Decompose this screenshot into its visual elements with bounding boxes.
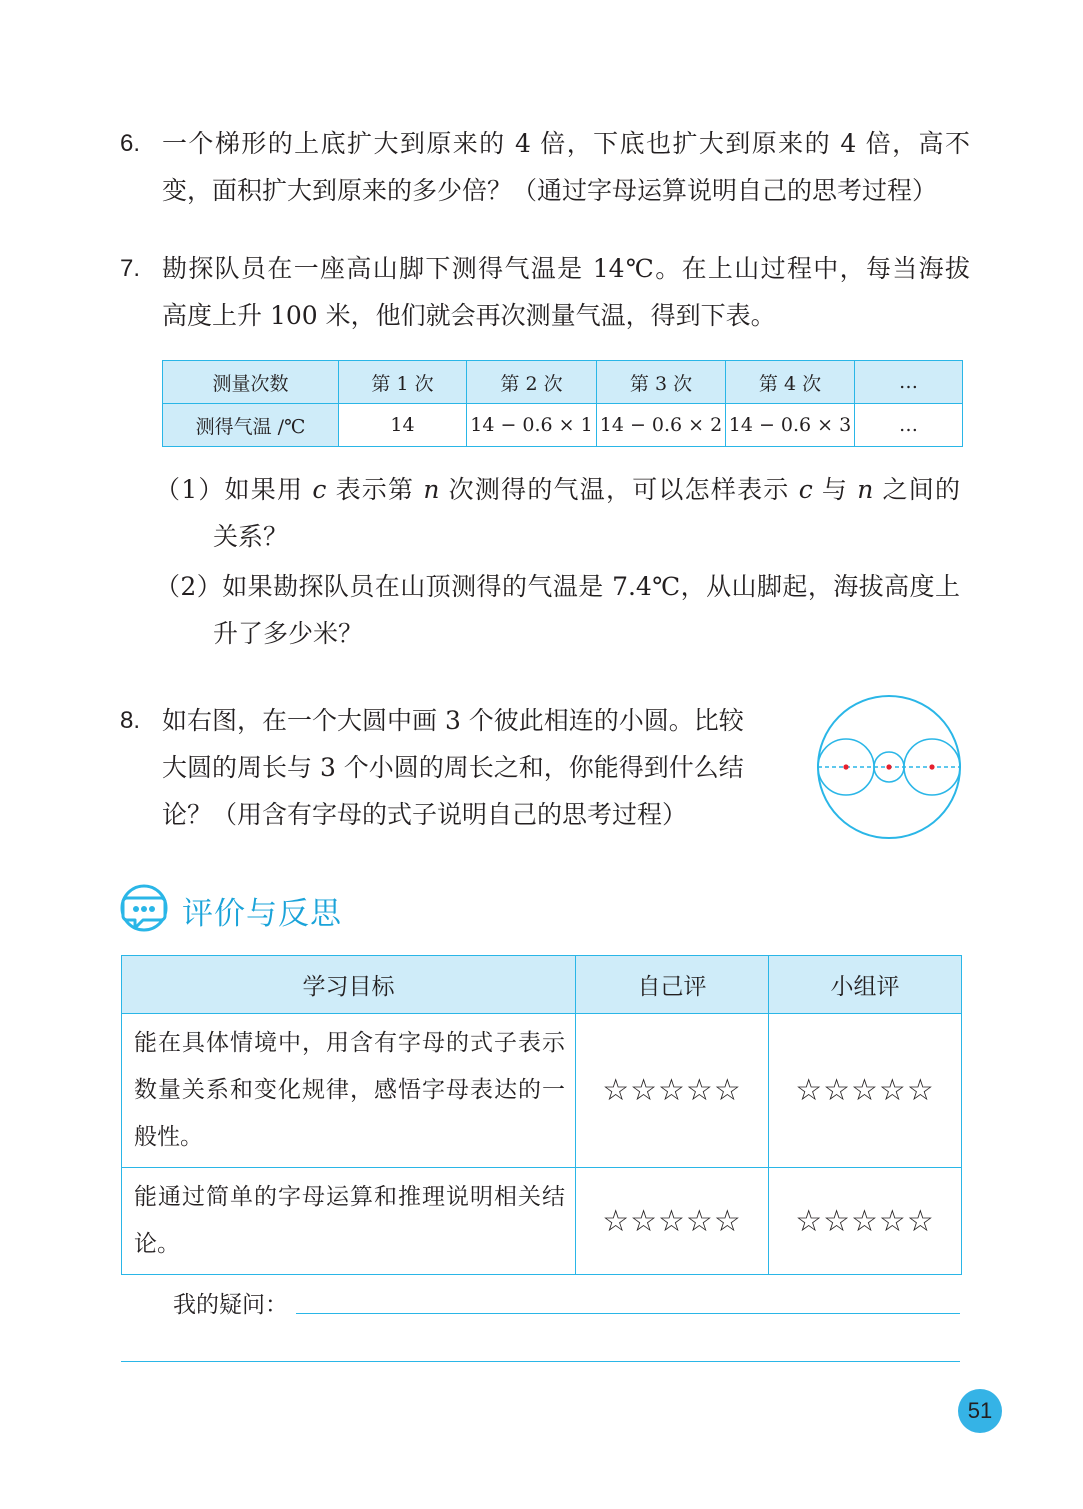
self-rating-stars[interactable]: ☆☆☆☆☆ <box>576 1168 769 1275</box>
evaluation-table <box>121 955 962 1275</box>
sub-question-1 <box>155 466 960 560</box>
speech-bubble-icon <box>118 884 170 934</box>
table-cell: … <box>855 404 963 447</box>
temperature-table <box>162 360 963 447</box>
question-text-line: 一个梯形的上底扩大到原来的 4 倍，下底也扩大到原来的 4 倍，高不 <box>162 129 970 158</box>
question-6 <box>120 120 970 214</box>
question-number: 6. <box>120 130 141 157</box>
table-cell: 小组评 <box>769 956 962 1014</box>
question-text-line: 勘探队员在一座高山脚下测得气温是 14℃。在上山过程中，每当海拔 <box>162 254 970 283</box>
text-run: （1）如果用 <box>155 475 313 504</box>
table-header-row <box>122 956 962 1014</box>
table-header-row <box>163 361 963 404</box>
text-run: 与 <box>812 475 858 504</box>
circles-diagram <box>812 692 968 844</box>
center-dot <box>843 764 848 769</box>
question-text-line: 论？（用含有字母的式子说明自己的思考过程） <box>162 800 688 829</box>
question-text-line: 如右图，在一个大圆中画 3 个彼此相连的小圆。比较 <box>162 706 744 735</box>
table-cell: 测得气温 /℃ <box>163 404 339 447</box>
table-cell: 14 <box>339 404 467 447</box>
question-number: 8. <box>120 707 141 734</box>
sub-question-text-line: 关系？ <box>213 522 289 551</box>
table-cell: 学习目标 <box>122 956 576 1014</box>
table-cell: 14 − 0.6 × 3 <box>726 404 855 447</box>
table-cell: 自己评 <box>576 956 769 1014</box>
sub-question-text-line: （2）如果勘探队员在山顶测得的气温是 7.4℃，从山脚起，海拔高度上 <box>155 572 960 601</box>
center-dot <box>929 764 934 769</box>
group-rating-stars[interactable]: ☆☆☆☆☆ <box>769 1168 962 1275</box>
learning-goal: 能通过简单的字母运算和推理说明相关结论。 <box>122 1168 576 1275</box>
text-run: 之间的 <box>873 475 960 504</box>
table-cell: 测量次数 <box>163 361 339 404</box>
variable-c: c <box>798 475 813 504</box>
page-number: 51 <box>958 1389 1002 1433</box>
table-cell: … <box>855 361 963 404</box>
question-text-line: 大圆的周长与 3 个小圆的周长之和，你能得到什么结 <box>162 753 744 782</box>
table-row <box>163 404 963 447</box>
sub-question-text-line: 升了多少米？ <box>213 619 364 648</box>
sub-question-2 <box>155 563 960 657</box>
section-title: 评价与反思 <box>182 896 342 932</box>
variable-c: c <box>312 475 327 504</box>
center-dot <box>886 764 891 769</box>
table-row <box>122 1168 962 1275</box>
text-run: 次测得的气温，可以怎样表示 <box>439 475 799 504</box>
question-text-line: 变，面积扩大到原来的多少倍？（通过字母运算说明自己的思考过程） <box>162 176 938 205</box>
table-row <box>122 1014 962 1168</box>
answer-line[interactable] <box>296 1313 960 1314</box>
table-cell: 第 1 次 <box>339 361 467 404</box>
question-7 <box>120 245 970 339</box>
table-cell: 14 − 0.6 × 1 <box>467 404 597 447</box>
learning-goal: 能在具体情境中，用含有字母的式子表示数量关系和变化规律，感悟字母表达的一般性。 <box>122 1014 576 1168</box>
my-question-label: 我的疑问： <box>173 1292 288 1318</box>
answer-line[interactable] <box>121 1361 960 1362</box>
table-cell: 第 3 次 <box>597 361 726 404</box>
self-rating-stars[interactable]: ☆☆☆☆☆ <box>576 1014 769 1168</box>
question-8 <box>120 697 770 838</box>
table-cell: 第 4 次 <box>726 361 855 404</box>
text-run: 表示第 <box>326 475 424 504</box>
variable-n: n <box>423 475 440 504</box>
sub-question-text-line <box>155 466 960 513</box>
variable-n: n <box>857 475 874 504</box>
table-cell: 第 2 次 <box>467 361 597 404</box>
group-rating-stars[interactable]: ☆☆☆☆☆ <box>769 1014 962 1168</box>
question-text-line: 高度上升 100 米，他们就会再次测量气温，得到下表。 <box>162 301 776 330</box>
question-number: 7. <box>120 255 141 282</box>
table-cell: 14 − 0.6 × 2 <box>597 404 726 447</box>
